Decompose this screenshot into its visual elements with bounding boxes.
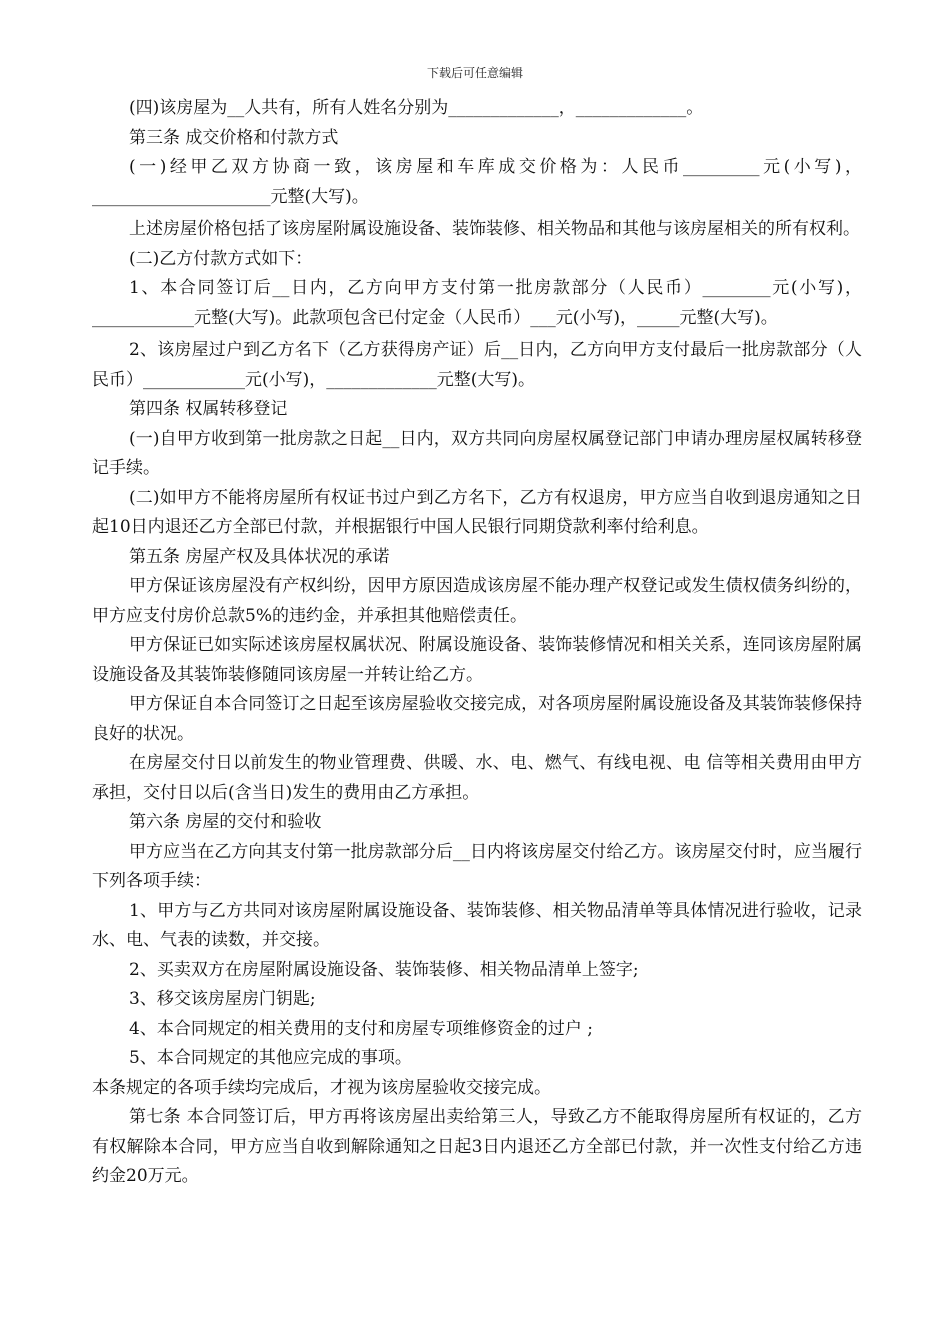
clause-5-maintain-condition: 甲方保证自本合同签订之日起至该房屋验收交接完成，对各项房屋附属设施设备及其装饰装修保持良好的状况。 bbox=[92, 694, 862, 744]
delivery-step-3: 3、移交该房屋房门钥匙; bbox=[129, 989, 316, 1009]
delivery-step-1: 1、甲方与乙方共同对该房屋附属设施设备、装饰装修、相关物品清单等具体情况进行验收，记录水、电、气表的读数，并交接。 bbox=[92, 900, 862, 950]
clause-5-no-dispute: 甲方保证该房屋没有产权纠纷，因甲方原因造成该房屋不能办理产权登记或发生债权债务纠纷的，甲方应支付房价总款5%的违约金，并承担其他赔偿责任。 bbox=[92, 576, 862, 626]
article-7-resale: 第七条 本合同签订后，甲方再将该房屋出卖给第三人，导致乙方不能取得房屋所有权证的，乙方有权解除本合同，甲方应当自收到解除通知之日起3日内退还乙方全部已付款，并一次性支付给乙方违约金20万元。 bbox=[92, 1107, 862, 1186]
delivery-step-2: 2、买卖双方在房屋附属设施设备、装饰装修、相关物品清单上签字; bbox=[129, 959, 639, 980]
article-5-heading: 第五条 房屋产权及具体状况的承诺 bbox=[129, 546, 390, 567]
clause-3-2-payment-heading: (二)乙方付款方式如下： bbox=[129, 248, 313, 269]
clause-5-fees: 在房屋交付日以前发生的物业管理费、供暖、水、电、燃气、有线电视、电 信等相关费用由甲方承担，交付日以后(含当日)发生的费用由乙方承担。 bbox=[92, 753, 862, 803]
clause-6-completion: 本条规定的各项手续均完成后，才视为该房屋验收交接完成。 bbox=[92, 1077, 551, 1098]
clause-3-price-scope: 上述房屋价格包括了该房屋附属设施设备、装饰装修、相关物品和其他与该房屋相关的所有权利。 bbox=[129, 219, 860, 239]
clause-4-4-co-owners: (四)该房屋为__人共有，所有人姓名分别为_____________，_____________。 bbox=[129, 98, 704, 118]
article-3-heading: 第三条 成交价格和付款方式 bbox=[129, 127, 339, 148]
clause-4-1-registration: (一)自甲方收到第一批房款之日起__日内，双方共同向房屋权属登记部门申请办理房屋权属转移登记手续。 bbox=[92, 428, 862, 478]
delivery-step-4: 4、本合同规定的相关费用的支付和房屋专项维修资金的过户 ; bbox=[129, 1018, 593, 1039]
page-header: 下载后可任意编辑 bbox=[426, 66, 523, 80]
clause-3-1-price: (一)经甲乙双方协商一致，该房屋和车库成交价格为：人民币_________元(小写)， _____________________元整(大写)。 bbox=[92, 157, 862, 207]
article-6-heading: 第六条 房屋的交付和验收 bbox=[129, 812, 322, 832]
payment-item-2: 2、该房屋过户到乙方名下（乙方获得房产证）后__日内，乙方向甲方支付最后一批房款部分（人民币）____________元(小写)，_____________元整(大写)。 bbox=[92, 340, 862, 390]
delivery-step-5: 5、本合同规定的其他应完成的事项。 bbox=[129, 1048, 412, 1068]
contract-body bbox=[92, 94, 862, 1192]
clause-4-2-refund: (二)如甲方不能将房屋所有权证书过户到乙方名下，乙方有权退房，甲方应当自收到退房通知之日起10日内退还乙方全部已付款，并根据银行中国人民银行同期贷款利率付给利息。 bbox=[92, 487, 862, 537]
article-4-heading: 第四条 权属转移登记 bbox=[129, 399, 288, 419]
clause-5-transfer-with-fixtures: 甲方保证已如实际述该房屋权属状况、附属设施设备、装饰装修情况和相关关系，连同该房屋附属设施设备及其装饰装修随同该房屋一并转让给乙方。 bbox=[92, 635, 862, 685]
payment-item-1: 1、本合同签订后__日内，乙方向甲方支付第一批房款部分（人民币）________元(小写)，____________元整(大写)。此款项包含已付定金（人民币）___元(小写)，_____元整(大写)。 bbox=[92, 278, 862, 328]
clause-6-delivery: 甲方应当在乙方向其支付第一批房款部分后__日内将该房屋交付给乙方。该房屋交付时，应当履行下列各项手续： bbox=[92, 841, 862, 891]
